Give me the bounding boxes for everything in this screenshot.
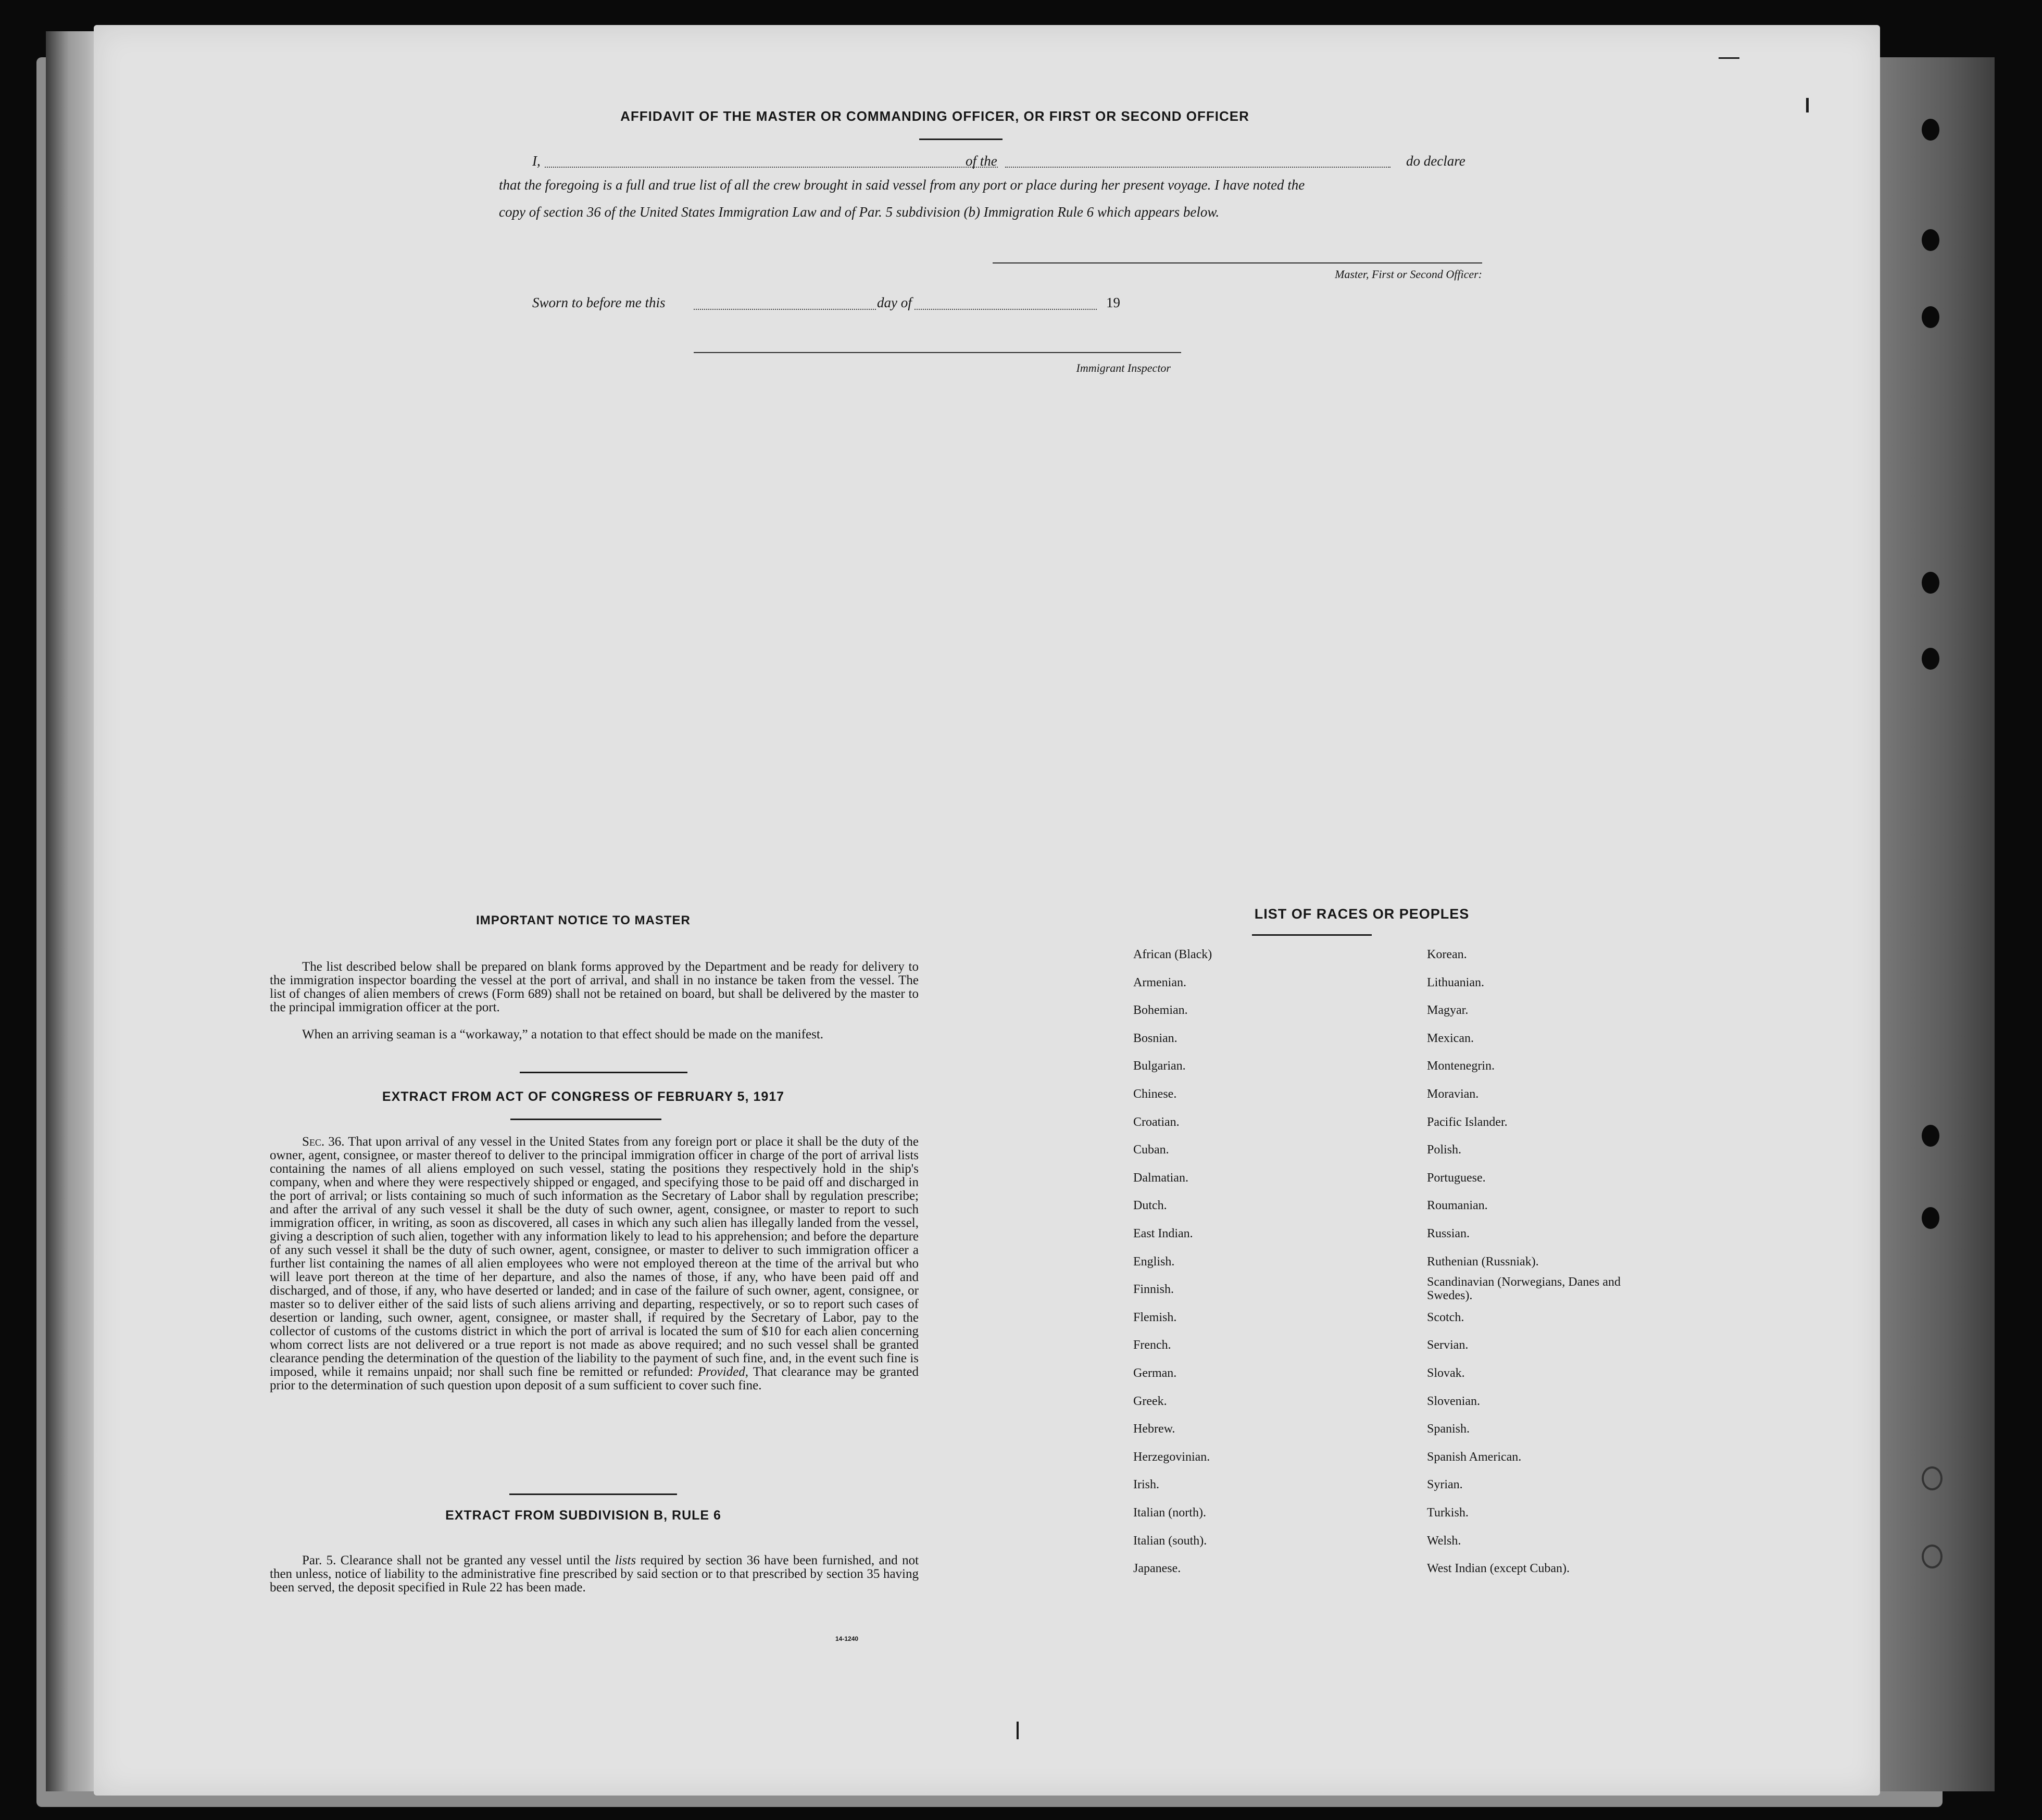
binder-hole-icon — [1922, 648, 1939, 670]
race-item: French. — [1133, 1338, 1171, 1352]
race-item: Russian. — [1427, 1227, 1470, 1240]
binder-hole-ring-icon — [1922, 1545, 1943, 1568]
section-36-label: Sec. 36. — [302, 1135, 345, 1149]
races-title: LIST OF RACES OR PEOPLES — [1254, 906, 1470, 922]
race-item: Irish. — [1133, 1478, 1159, 1491]
race-item: Ruthenian (Russniak). — [1427, 1255, 1539, 1269]
inspector-caption: Immigrant Inspector — [1076, 361, 1171, 374]
divider — [1252, 934, 1372, 936]
race-item: Mexican. — [1427, 1032, 1474, 1045]
race-item: Herzegovinian. — [1133, 1450, 1210, 1464]
rule-6-text-start: Par. 5. Clearance shall not be granted any vessel until the — [302, 1553, 611, 1567]
race-item: West Indian (except Cuban). — [1427, 1562, 1570, 1575]
rule-6-text — [270, 1554, 919, 1595]
race-item: Greek. — [1133, 1395, 1167, 1408]
sworn-month-blank[interactable] — [914, 308, 1097, 310]
notice-paragraph-1: The list described below shall be prepared on blank forms approved by the Department and be ready for delivery to the immigration inspector boarding the vessel at the port of arrival, and shall in no instance be taken from the vessel. The list of changes of alien members of crews (Form 689) shall not be retained on board, but shall be delivered by the master to the principal immigration officer at the port. — [270, 960, 919, 1014]
form-number: 14-1240 — [835, 1635, 859, 1642]
master-signature-line[interactable] — [993, 262, 1482, 263]
race-item: Portuguese. — [1427, 1171, 1486, 1185]
divider — [509, 1493, 677, 1495]
race-item: Spanish. — [1427, 1422, 1470, 1436]
race-item: Hebrew. — [1133, 1422, 1175, 1436]
binder-hole-icon — [1922, 229, 1939, 251]
race-item: Turkish. — [1427, 1506, 1469, 1520]
race-item: Moravian. — [1427, 1087, 1479, 1101]
race-item: Servian. — [1427, 1338, 1469, 1352]
race-item: Slovak. — [1427, 1366, 1465, 1380]
affidavit-i-label: I, — [532, 153, 541, 169]
race-item: Finnish. — [1133, 1283, 1174, 1296]
race-item: Scandinavian (Norwegians, Danes and Swedes). — [1427, 1275, 1621, 1302]
section-36-text — [270, 1135, 919, 1392]
inspector-signature-line[interactable] — [694, 352, 1181, 353]
race-item: African (Black) — [1133, 948, 1212, 961]
race-item: Bulgarian. — [1133, 1059, 1186, 1073]
master-signature-caption: Master, First or Second Officer: — [1335, 268, 1482, 281]
race-item: Spanish American. — [1427, 1450, 1522, 1464]
race-item: German. — [1133, 1366, 1177, 1380]
sworn-day-blank[interactable] — [694, 308, 876, 310]
race-item: Bohemian. — [1133, 1003, 1188, 1017]
affidavit-line-2: that the foregoing is a full and true list of all the crew brought in said vessel from any port or place during her present voyage. I have noted the — [499, 177, 1305, 193]
race-item: Slovenian. — [1427, 1395, 1480, 1408]
race-item: Japanese. — [1133, 1562, 1181, 1575]
race-item: Magyar. — [1427, 1003, 1469, 1017]
race-item: Armenian. — [1133, 976, 1186, 989]
margin-mark — [1719, 57, 1739, 59]
race-item: Italian (south). — [1133, 1534, 1207, 1548]
race-item: Roumanian. — [1427, 1199, 1488, 1212]
lists-label: lists — [615, 1553, 636, 1567]
margin-mark — [1806, 98, 1809, 112]
notice-title: IMPORTANT NOTICE TO MASTER — [476, 913, 691, 927]
race-item: Montenegrin. — [1427, 1059, 1495, 1073]
affidavit-title: AFFIDAVIT OF THE MASTER OR COMMANDING OFFICER, OR FIRST OR SECOND OFFICER — [620, 108, 1249, 124]
affidavit-line-3: copy of section 36 of the United States Immigration Law and of Par. 5 subdivision (b) Immigration Rule 6 which appears below. — [499, 204, 1220, 220]
race-item: English. — [1133, 1255, 1175, 1269]
year-prefix: 19 — [1106, 295, 1120, 310]
race-item: Italian (north). — [1133, 1506, 1206, 1520]
binder-hole-icon — [1922, 1125, 1939, 1147]
race-item: Croatian. — [1133, 1115, 1180, 1129]
binder-hole-icon — [1922, 119, 1939, 141]
notice-paragraph-2: When an arriving seaman is a “workaway,” a notation to that effect should be made on the manifest. — [302, 1027, 824, 1041]
sworn-label: Sworn to before me this — [532, 295, 666, 310]
divider — [520, 1072, 687, 1073]
race-item: Pacific Islander. — [1427, 1115, 1508, 1129]
race-item: Welsh. — [1427, 1534, 1461, 1548]
divider — [919, 139, 1003, 140]
affidavit-do-declare-label: do declare — [1406, 153, 1465, 169]
margin-mark — [1017, 1722, 1019, 1739]
race-item: Lithuanian. — [1427, 976, 1484, 989]
race-item: Scotch. — [1427, 1311, 1464, 1324]
manifest-page — [94, 25, 1880, 1796]
provided-label: Provided, — [698, 1365, 748, 1379]
race-item: East Indian. — [1133, 1227, 1193, 1240]
race-item: Dutch. — [1133, 1199, 1167, 1212]
affidavit-of-the-label: of the — [966, 153, 997, 169]
race-item: Bosnian. — [1133, 1032, 1177, 1045]
section-36-body: That upon arrival of any vessel in the United States from any foreign port or place it shall be the duty of the owner, agent, consignee, or master thereof to deliver to the principal immigration officer in charge of the port of arrival lists containing the names of all aliens employed on such vessel, stating the positions they respectively hold in the ship's company, when and where they were respectively shipped or engaged, and specifying those to be paid off and discharged in the port of arrival; or lists containing so much of such information as the Secretary of Labor shall by regulation prescribe; and after the arrival of any such vessel it shall be the duty of such owner, agent, consignee, or master to report to such immigration officer, in writing, as soon as discovered, all cases in which any such alien has illegally landed from the vessel, giving a description of such alien, together with any information likely to lead to his apprehension; and before the departure of any such vessel it shall be the duty of such owner, agent, consignee, or master to deliver to such immigration officer a further list containing the names of all alien employees who were not employed thereon at the time of the arrival but who will leave port thereon at the time of her departure, and also the names of those, if any, who have been paid off and discharged, and of those, if any, who have deserted or landed; and in case of the failure of such owner, agent, consignee, or master so to deliver either of the said lists of such aliens arriving and departing, respectively, or so to report such cases of desertion or landing, such owner, agent, consignee, or master shall, if required by the Secretary of Labor, pay to the collector of customs of the customs district in which the port of arrival is located the sum of $10 for each alien concerning whom correct lists are not delivered or a true report is not made as above required; and no such vessel shall be granted clearance pending the determination of the question of the liability to the payment of such fine, and, in the event such fine is imposed, while it remains unpaid; nor shall such fine be remitted or refunded: — [270, 1135, 919, 1379]
race-item: Cuban. — [1133, 1143, 1169, 1157]
rule-6-text-end: required by section 36 have been furnished, and not then unless, notice of liability to the administrative fine prescribed by said section or to that prescribed by section 35 having been served, the deposit specified in Rule 22 has been made. — [270, 1553, 919, 1595]
divider — [510, 1119, 661, 1120]
section-36-proviso: That clearance may be granted prior to the determination of such question upon deposit of a sum sufficient to cover such fine. — [270, 1365, 919, 1392]
day-of-label: day of — [877, 295, 912, 310]
binder-hole-icon — [1922, 572, 1939, 594]
act-extract-title: EXTRACT FROM ACT OF CONGRESS OF FEBRUARY 5, 1917 — [382, 1089, 785, 1104]
binder-hole-ring-icon — [1922, 1466, 1943, 1490]
race-item: Syrian. — [1427, 1478, 1463, 1491]
rule-extract-title: EXTRACT FROM SUBDIVISION B, RULE 6 — [445, 1508, 721, 1523]
master-name-blank[interactable] — [545, 166, 998, 168]
race-item: Korean. — [1427, 948, 1467, 961]
race-item: Polish. — [1427, 1143, 1462, 1157]
race-item: Dalmatian. — [1133, 1171, 1188, 1185]
race-item: Flemish. — [1133, 1311, 1177, 1324]
vessel-name-blank[interactable] — [1005, 166, 1390, 168]
binder-hole-icon — [1922, 306, 1939, 328]
race-item: Chinese. — [1133, 1087, 1177, 1101]
binder-hole-icon — [1922, 1207, 1939, 1229]
